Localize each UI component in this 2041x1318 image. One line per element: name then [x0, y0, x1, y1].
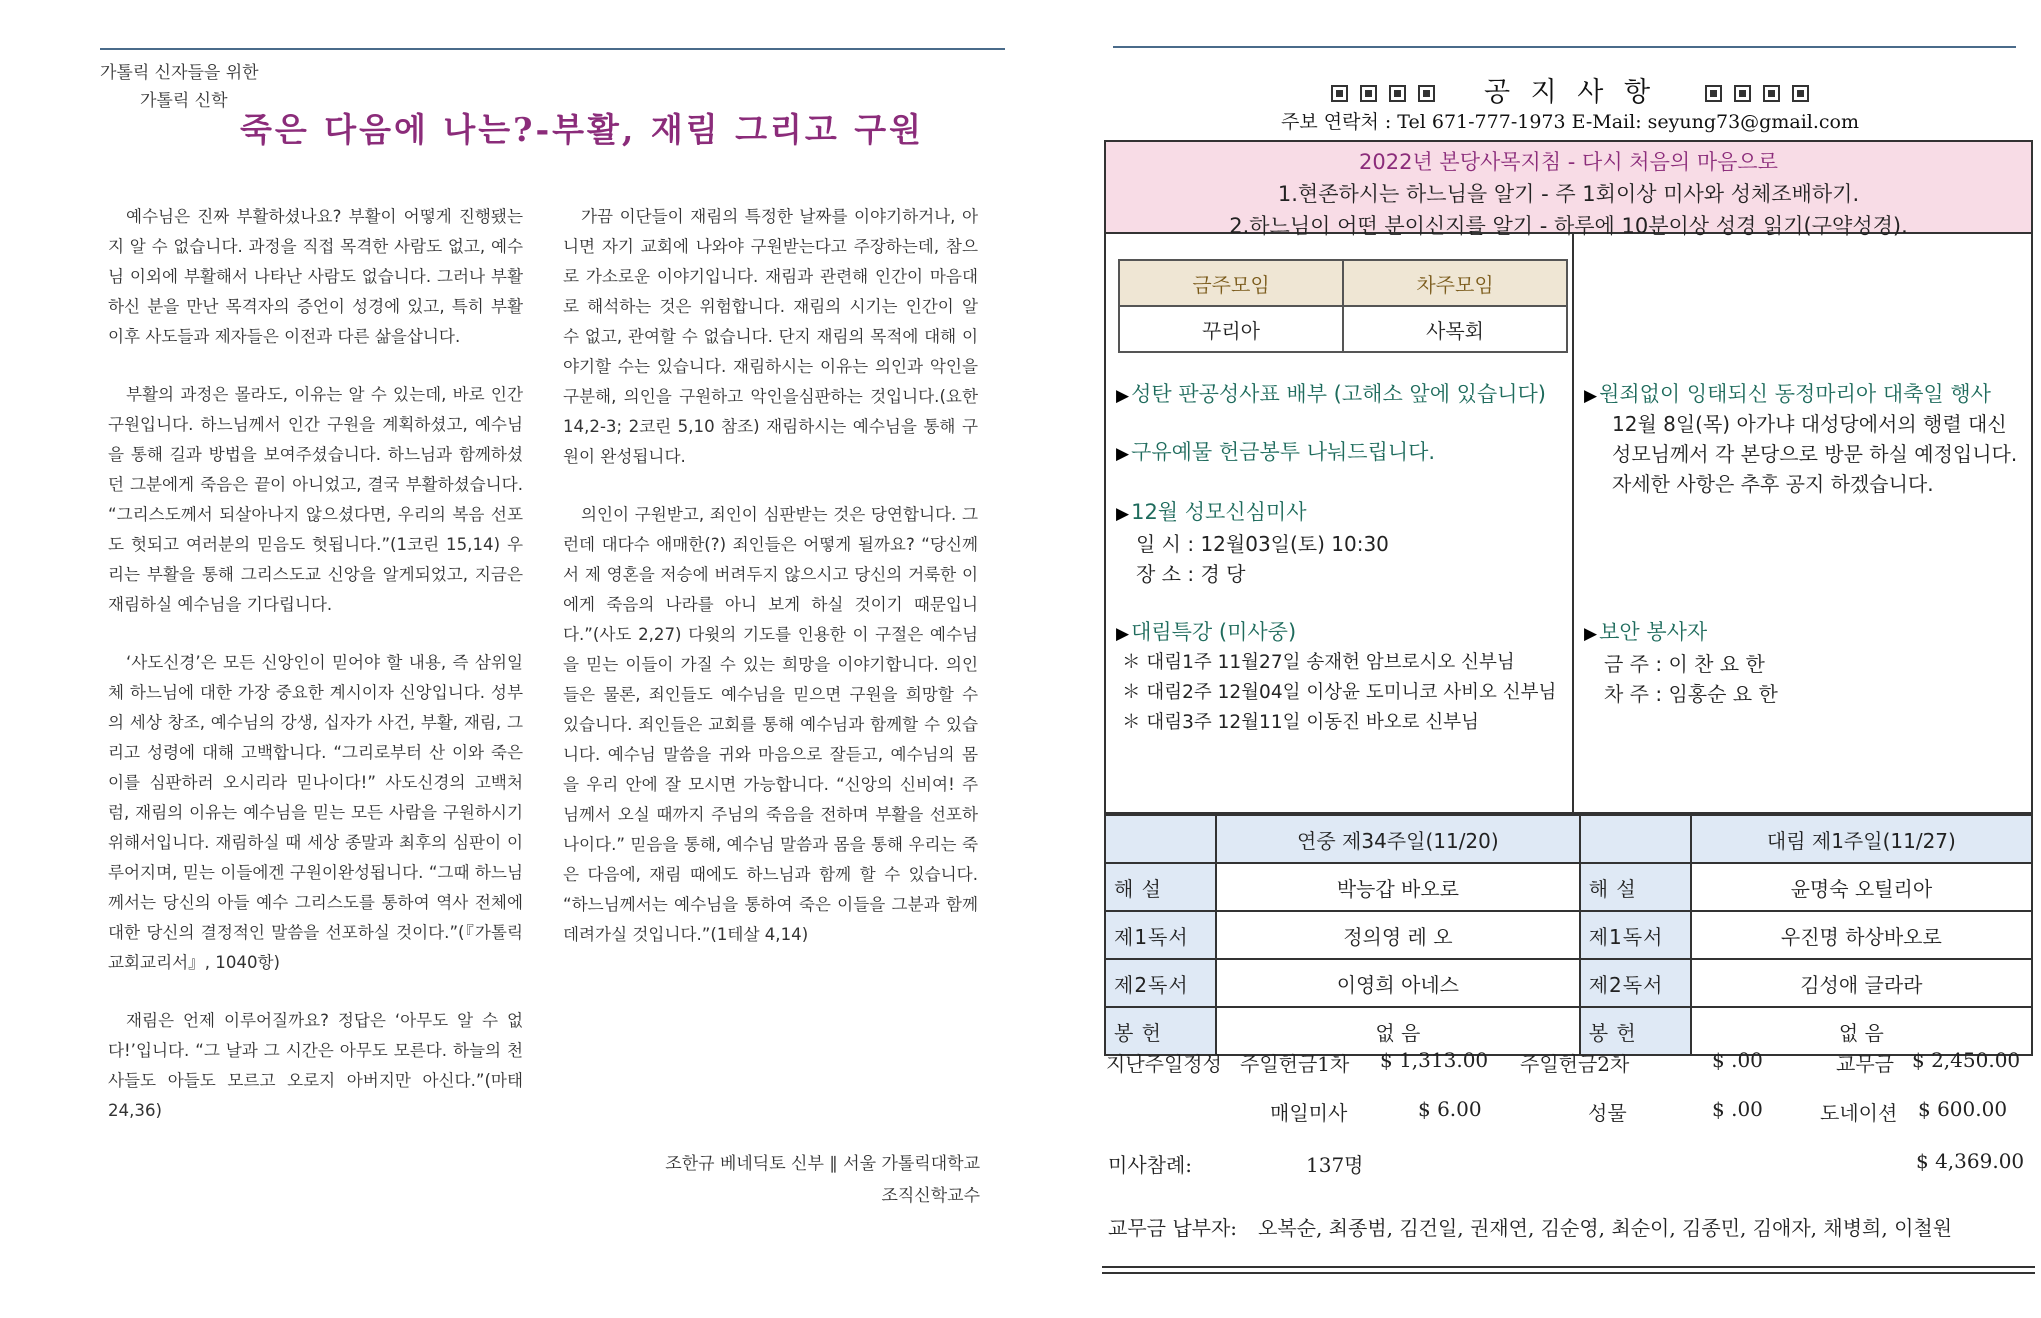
kicker-line-2: 가톨릭 신학: [140, 91, 228, 111]
roster-value: 없 음: [1691, 1007, 2032, 1055]
square-bullet-icon: [1734, 85, 1751, 102]
sunday-offering-1-amount: $ 1,313.00: [1380, 1048, 1489, 1072]
square-bullet-icon: [1705, 85, 1722, 102]
immaculate-body-line: 성모님께서 각 본당으로 방문 하실 예정입니다.: [1612, 442, 2018, 466]
triangle-bullet-icon: ▶: [1116, 386, 1130, 406]
roster-label: 제2독서: [1580, 959, 1691, 1007]
daily-mass-amount: $ 6.00: [1418, 1097, 1482, 1121]
roster-label: 제1독서: [1105, 911, 1216, 959]
tithe-amount: $ 2,450.00: [1912, 1048, 2021, 1072]
roster-label: 봉 헌: [1580, 1007, 1691, 1055]
advent-lecture-item: ＊ 대림1주 11월27일 송재헌 암브로시오 신부님: [1122, 652, 1515, 673]
square-bullet-icon: [1331, 85, 1348, 102]
marian-mass-time: 일 시 : 12월03일(토) 10:30: [1136, 532, 1389, 556]
square-bullet-icon: [1418, 85, 1435, 102]
article-column-1: [108, 202, 523, 1154]
roster-label: 제2독서: [1105, 959, 1216, 1007]
square-bullet-icon: [1389, 85, 1406, 102]
roster-value: 김성애 글라라: [1691, 959, 2032, 1007]
liturgy-roster-table: [1104, 814, 2033, 1056]
roster-value: 정의영 레 오: [1216, 911, 1580, 959]
paragraph: 부활의 과정은 몰라도, 이유는 알 수 있는데, 바로 인간 구원입니다. 하느님께서 인간 구원을 계획하셨고, 예수님을 통해 길과 방법을 보여주셨습니다. 하느님과 함께하셨던 그분에게 죽음은 끝이 아니었고, 결국 부활하셨습니다. “그리스도께서 되살아나지 않으셨다면, 우리의 복음 선포도 헛되고 여러분의 믿음도 헛됩니다.”(1코린 15,14) 우리는 부활을 통해 그리스도교 신앙을 알게되었고, 지금은 재림하실 예수님을 기다립니다.: [108, 385, 523, 614]
religious-goods-label: 성물: [1588, 1101, 1627, 1125]
square-bullet-icon: [1792, 85, 1809, 102]
sunday-offering-2-label: 주일헌금2차: [1520, 1052, 1630, 1076]
contact-info: 주보 연락처 : Tel 671-777-1973 E-Mail: seyung73@gmail.com: [1281, 111, 1859, 133]
immaculate-body-line: 12월 8일(목) 아가냐 대성당에서의 행렬 대신: [1612, 412, 2007, 436]
paragraph: 가끔 이단들이 재림의 특정한 날짜를 이야기하거나, 아니면 자기 교회에 나와야 구원받는다고 주장하는데, 참으로 가소로운 이야기입니다. 재림과 관련해 인간이 마음대로 해석하는 것은 위험합니다. 재림의 시기는 인간이 알 수 없고, 관여할 수 없습니다. 단지 재림의 목적에 대해 이야기할 수는 있습니다. 재림하시는 이유는 의인과 악인을 구분해, 의인을 구원하고 악인을심판하는 것입니다.(요한 14,2-3; 2코린 5,10 참조) 재림하시는 예수님을 통해 구원이 완성됩니다.: [563, 207, 978, 466]
meetings-table: [1118, 259, 1568, 353]
notice-advent-lecture: ▶대림특강 (미사중): [1116, 620, 1297, 644]
advent-lecture-item: ＊ 대림3주 12월11일 이동진 바오로 신부님: [1122, 712, 1479, 733]
attendance-count: 137명: [1306, 1153, 1364, 1177]
author-credit-line-1: 조한규 베네딕토 신부 ∥ 서울 가톨릭대학교: [665, 1154, 980, 1174]
security-next-week: 차 주 : 임홍순 요 한: [1604, 682, 1778, 706]
notice-confession-slip: ▶성탄 판공성사표 배부 (고해소 앞에 있습니다): [1116, 382, 1546, 406]
paragraph: 재림은 언제 이루어질까요? 정답은 ‘아무도 알 수 없다!’입니다. “그 날과 그 시간은 아무도 모른다. 하늘의 천사들도 아들도 모르고 오로지 아버지만 아신다.”(마태24,36): [108, 1011, 523, 1120]
roster-label: 해 설: [1580, 863, 1691, 911]
roster-left-header: 연중 제34주일(11/20): [1216, 815, 1580, 863]
square-bullet-icon: [1763, 85, 1780, 102]
roster-label: 제1독서: [1580, 911, 1691, 959]
triangle-bullet-icon: ▶: [1584, 386, 1598, 406]
offering-label: 지난주일정성: [1106, 1052, 1222, 1076]
sunday-offering-2-amount: $ .00: [1712, 1048, 1763, 1072]
roster-corner-cell: [1580, 815, 1691, 863]
triangle-bullet-icon: ▶: [1116, 504, 1130, 524]
guideline-heading: 2022년 본당사목지침 - 다시 처음의 마음으로: [1359, 150, 1778, 174]
next-week-meeting: 사목회: [1343, 306, 1567, 352]
next-week-header: 차주모임: [1343, 260, 1567, 306]
roster-value: 박능갑 바오로: [1216, 863, 1580, 911]
author-credit: [560, 1148, 980, 1212]
roster-value: 우진명 하상바오로: [1691, 911, 2032, 959]
bottom-double-rule: [1102, 1266, 2035, 1274]
notice-title: 공 지 사 항: [1483, 77, 1657, 108]
notice-offering-envelope: ▶구유예물 헌금봉투 나눠드립니다.: [1116, 440, 1436, 464]
marian-mass-place: 장 소 : 경 당: [1136, 562, 1246, 586]
notices-divider: [1572, 234, 1574, 814]
paragraph: ‘사도신경’은 모든 신앙인이 믿어야 할 내용, 즉 삼위일체 하느님에 대한 가장 중요한 계시이자 신앙입니다. 성부의 세상 창조, 예수님의 강생, 십자가 사건, 부활, 재림, 그리고 성령에 대해 고백합니다. “그리로부터 산 이와 죽은 이를 심판하러 오시리라 믿나이다!” 사도신경의 고백처럼, 재림의 이유는 예수님을 믿는 모든 사람을 구원하시기 위해서입니다. 재림하실 때 세상 종말과 최후의 심판이 이루어지며, 믿는 이들에겐 구원이완성됩니다. “그때 하느님께서는 당신의 아들 예수 그리스도를 통하여 역사 전체에 대한 당신의 결정적인 말씀을 선포하실 것이다.”(『가톨릭교회교리서』, 1040항): [108, 653, 523, 972]
donation-label: 도네이션: [1820, 1101, 1898, 1125]
author-credit-line-2: 조직신학교수: [881, 1186, 980, 1206]
roster-value: 이영희 아네스: [1216, 959, 1580, 1007]
kicker-line-1: 가톨릭 신자들을 위한: [100, 63, 259, 83]
square-bullet-icon: [1360, 85, 1377, 102]
notice-title-row: [1310, 70, 1830, 109]
this-week-meeting: 꾸리아: [1119, 306, 1343, 352]
advent-lecture-item: ＊ 대림2주 12월04일 이상윤 도미니코 사비오 신부님: [1122, 682, 1557, 703]
daily-mass-label: 매일미사: [1270, 1101, 1348, 1125]
roster-corner-cell: [1105, 815, 1216, 863]
roster-value: 윤명숙 오틸리아: [1691, 863, 2032, 911]
attendance-label: 미사참례:: [1108, 1153, 1193, 1177]
triangle-bullet-icon: ▶: [1116, 624, 1130, 644]
tithe-label: 교무금: [1836, 1052, 1894, 1076]
roster-label: 해 설: [1105, 863, 1216, 911]
roster-right-header: 대림 제1주일(11/27): [1691, 815, 2032, 863]
guideline-line-1: 1.현존하시는 하느님을 알기 - 주 1회이상 미사와 성체조배하기.: [1277, 182, 1860, 206]
immaculate-body-line: 자세한 사항은 추후 공지 하겠습니다.: [1612, 472, 1934, 496]
this-week-header: 금주모임: [1119, 260, 1343, 306]
triangle-bullet-icon: ▶: [1584, 624, 1598, 644]
security-this-week: 금 주 : 이 찬 요 한: [1604, 652, 1765, 676]
religious-goods-amount: $ .00: [1712, 1097, 1763, 1121]
offering-total: $ 4,369.00: [1916, 1149, 2025, 1173]
donation-amount: $ 600.00: [1918, 1097, 2008, 1121]
paragraph: 의인이 구원받고, 죄인이 심판받는 것은 당연합니다. 그런데 대다수 애매한(?) 죄인들은 어떻게 될까요? “당신께서 제 영혼을 저승에 버려두지 않으시고 당신의 거룩한 이에게 죽음의 나라를 아니 보게 하실 것이기 때문입니다.”(사도 2,27) 다윗의 기도를 인용한 이 구절은 예수님을 믿는 이들이 가질 수 있는 희망을 이야기합니다. 의인들은 물론, 죄인들도 예수님을 믿으면 구원을 희망할 수 있습니다. 죄인들은 교회를 통해 예수님과 함께할 수 있습니다. 예수님 말씀을 귀와 마음으로 잘듣고, 예수님의 몸을 우리 안에 잘 모시면 가능합니다. “신앙의 신비여! 주님께서 오실 때까지 주님의 죽음을 전하며 부활을 선포하나이다.” 믿음을 통해, 예수님 말씀과 몸을 통해 우리는 죽은 다음에, 재림 때에도 하느님과 함께 할 수 있습니다. “하느님께서는 예수님을 통하여 죽은 이들을 그분과 함께 데려가실 것입니다.”(1테살 4,14): [563, 505, 978, 944]
triangle-bullet-icon: ▶: [1116, 444, 1130, 464]
notice-marian-mass: ▶12월 성모신심미사: [1116, 500, 1307, 524]
right-top-rule: [1113, 46, 2016, 48]
pastoral-guideline: [1104, 140, 2033, 238]
tithe-payers-list: 오복순, 최종범, 김건일, 권재연, 김순영, 최순이, 김종민, 김애자, 채병희, 이철원: [1258, 1216, 1953, 1240]
guideline-line-2: 2.하느님이 어떤 분이신지를 알기 - 하루에 10분이상 성경 읽기(구약성경).: [1229, 214, 1908, 238]
notice-security-volunteers: ▶보안 봉사자: [1584, 620, 1708, 644]
roster-value: 없 음: [1216, 1007, 1580, 1055]
article-column-2: [563, 202, 978, 978]
notice-immaculate-conception: ▶원죄없이 잉태되신 동정마리아 대축일 행사: [1584, 382, 1991, 406]
article-title: 죽은 다음에 나는?-부활, 재림 그리고 구원: [240, 110, 925, 149]
roster-label: 봉 헌: [1105, 1007, 1216, 1055]
tithe-payers-label: 교무금 납부자:: [1108, 1216, 1238, 1240]
sunday-offering-1-label: 주일헌금1차: [1240, 1052, 1350, 1076]
left-top-rule: [100, 48, 1005, 50]
paragraph: 예수님은 진짜 부활하셨나요? 부활이 어떻게 진행됐는지 알 수 없습니다. 과정을 직접 목격한 사람도 없고, 예수님 이외에 부활해서 나타난 사람도 없습니다. 그러나 부활하신 분을 만난 목격자의 증언이 성경에 있고, 특히 부활 이후 사도들과 제자들은 이전과 다른 삶을삽니다.: [108, 207, 523, 346]
